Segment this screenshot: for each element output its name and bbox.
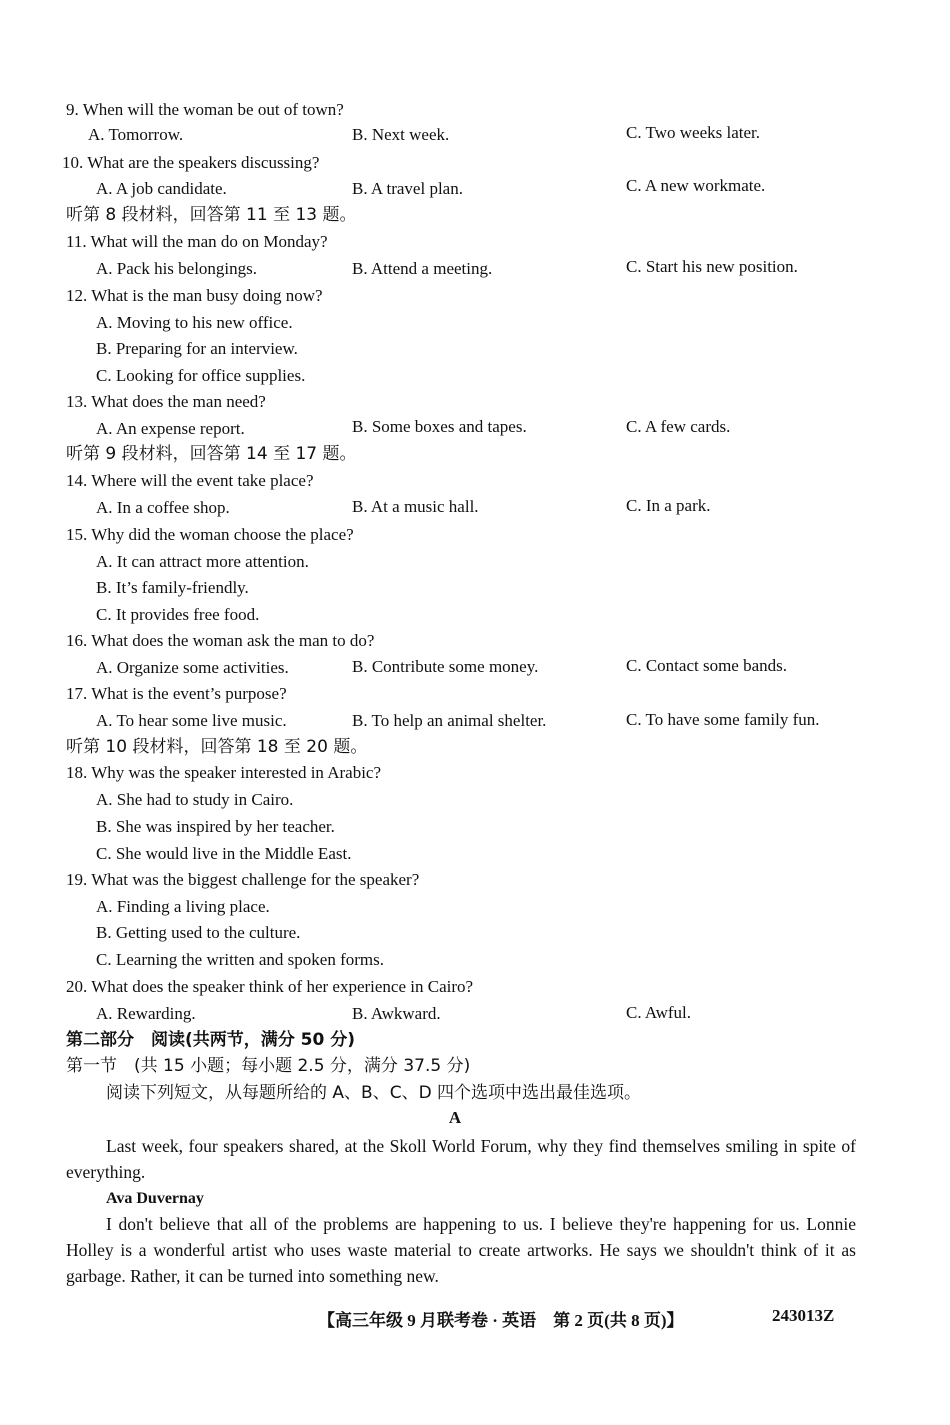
option-15a: A. It can attract more attention. [96,552,309,571]
question-9: 9. When will the woman be out of town? [66,100,344,119]
section-header-9: 听第 9 段材料，回答第 14 至 17 题。 [66,444,357,464]
option-12a: A. Moving to his new office. [96,313,293,332]
option-13c: C. A few cards. [626,417,731,436]
option-11b: B. Attend a meeting. [352,259,493,278]
option-9a: A. Tomorrow. [88,125,184,144]
question-12: 12. What is the man busy doing now? [66,286,323,305]
question-20: 20. What does the speaker think of her experience in Cairo? [66,977,474,996]
option-11a: A. Pack his belongings. [96,259,258,278]
option-12b: B. Preparing for an interview. [96,339,298,358]
section-header-8: 听第 8 段材料，回答第 11 至 13 题。 [66,205,357,225]
option-20c: C. Awful. [626,1003,692,1022]
option-10b: B. A travel plan. [352,179,463,198]
question-14: 14. Where will the event take place? [66,471,314,490]
section-header-10: 听第 10 段材料，回答第 18 至 20 题。 [66,737,368,757]
passage-letter: A [448,1108,462,1127]
option-20b: B. Awkward. [352,1004,441,1023]
option-20a: A. Rewarding. [96,1004,196,1023]
option-18a: A. She had to study in Cairo. [96,790,294,809]
option-17c: C. To have some family fun. [626,710,820,729]
part-2-title: 第二部分 阅读(共两节，满分 50 分) [66,1030,356,1050]
option-17b: B. To help an animal shelter. [352,711,547,730]
option-15b: B. It’s family-friendly. [96,578,249,597]
question-18: 18. Why was the speaker interested in Arabic? [66,763,382,782]
option-16c: C. Contact some bands. [626,656,788,675]
question-13: 13. What does the man need? [66,392,266,411]
option-19b: B. Getting used to the culture. [96,923,301,942]
footer-code: 243013Z [772,1306,835,1325]
passage-intro: Last week, four speakers shared, at the Skoll World Forum, why they find themselves smiling in spite of everything. [66,1136,856,1182]
section-1-title: 第一节 (共 15 小题；每小题 2.5 分，满分 37.5 分) [66,1056,471,1076]
option-10a: A. A job candidate. [96,179,227,198]
question-11: 11. What will the man do on Monday? [66,232,328,251]
passage-paragraph: I don't believe that all of the problems are happening to us. I believe they're happening for us. Lonnie Holley is a wonderful artist who uses waste material to create artworks. He says we shouldn't think of it as garbage. Rather, it can be turned into something new. [66,1214,856,1286]
option-19a: A. Finding a living place. [96,897,270,916]
option-16b: B. Contribute some money. [352,657,539,676]
option-14a: A. In a coffee shop. [96,498,230,517]
option-18b: B. She was inspired by her teacher. [96,817,335,836]
option-13a: A. An expense report. [96,419,245,438]
footer-title: 【高三年级 9 月联考卷 · 英语 第 2 页(共 8 页)】 [318,1311,684,1330]
reading-instruction: 阅读下列短文，从每题所给的 A、B、C、D 四个选项中选出最佳选项。 [106,1083,642,1103]
question-16: 16. What does the woman ask the man to do? [66,631,375,650]
option-18c: C. She would live in the Middle East. [96,844,352,863]
question-10: 10. What are the speakers discussing? [62,153,320,172]
question-15: 15. Why did the woman choose the place? [66,525,354,544]
option-13b: B. Some boxes and tapes. [352,417,527,436]
option-9b: B. Next week. [352,125,450,144]
option-15c: C. It provides free food. [96,605,260,624]
option-9c: C. Two weeks later. [626,123,760,142]
option-14c: C. In a park. [626,496,711,515]
option-11c: C. Start his new position. [626,257,798,276]
speaker-name: Ava Duvernay [106,1190,204,1207]
option-12c: C. Looking for office supplies. [96,366,306,385]
option-16a: A. Organize some activities. [96,658,289,677]
option-19c: C. Learning the written and spoken forms. [96,950,384,969]
option-10c: C. A new workmate. [626,176,766,195]
option-14b: B. At a music hall. [352,497,479,516]
option-17a: A. To hear some live music. [96,711,287,730]
question-17: 17. What is the event’s purpose? [66,684,287,703]
question-19: 19. What was the biggest challenge for the speaker? [66,870,420,889]
